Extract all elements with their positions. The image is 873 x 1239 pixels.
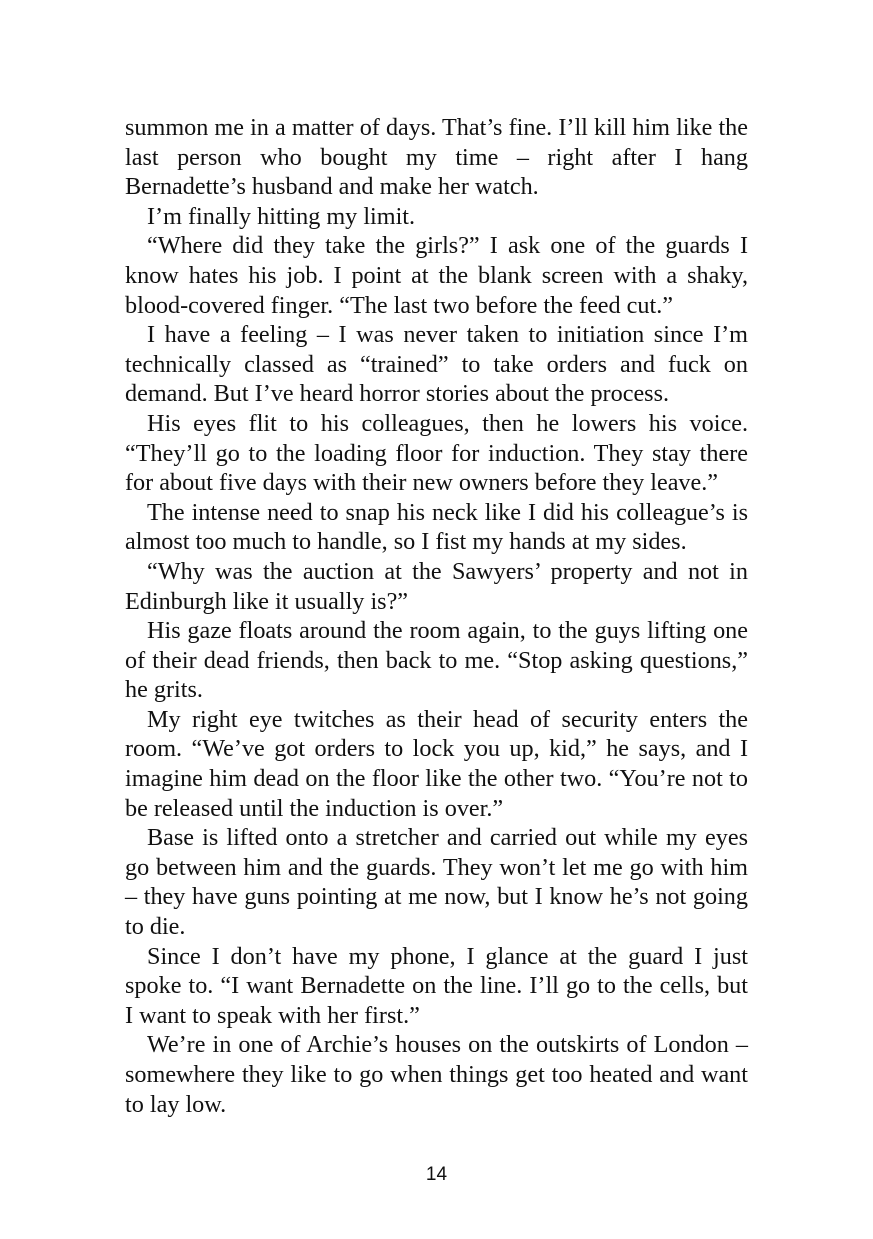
paragraph: “Why was the auction at the Sawyers’ property and not in Edinburgh like it usually is?” (125, 557, 748, 615)
paragraph-continuation: summon me in a matter of days. That’s fine. I’ll kill him like the last person who bought my time – right after I hang Bernadette’s husband and make her watch. (125, 114, 748, 201)
paragraph: Base is lifted onto a stretcher and carried out while my eyes go between him and the guards. They won’t let me go with him – they have guns pointing at me now, but I know he’s not going to die. (125, 824, 748, 941)
paragraph: I have a feeling – I was never taken to initiation since I’m technically classed as “trained” to take orders and fuck on demand. But I’ve heard horror stories about the process. (125, 321, 748, 408)
paragraph: “Where did they take the girls?” I ask one of the guards I know hates his job. I point at the blank screen with a shaky, blood-covered finger. “The last two before the feed cut.” (125, 232, 748, 319)
paragraph: I’m finally hitting my limit. (147, 202, 416, 230)
paragraph: His gaze floats around the room again, to the guys lifting one of their dead friends, then back to me. “Stop asking questions,” he grits. (125, 617, 748, 704)
paragraph: The intense need to snap his neck like I did his colleague’s is almost too much to handle, so I fist my hands at my sides. (125, 498, 748, 556)
body-text (125, 113, 748, 1119)
paragraph: His eyes flit to his colleagues, then he lowers his voice. “They’ll go to the loading floor for induction. They stay there for about five days with their new owners before they leave.” (125, 409, 748, 497)
page-number: 14 (425, 1164, 448, 1185)
paragraph: Since I don’t have my phone, I glance at the guard I just spoke to. “I want Bernadette on the line. I’ll go to the cells, but I want to speak with her first.” (125, 942, 748, 1029)
paragraph: My right eye twitches as their head of security enters the room. “We’ve got orders to lock you up, kid,” he says, and I imagine him dead on the floor like the other two. “You’re not to be released until the induction is over.” (125, 705, 748, 822)
paragraph: We’re in one of Archie’s houses on the outskirts of London – somewhere they like to go when things get too heated and want to lay low. (125, 1031, 748, 1118)
